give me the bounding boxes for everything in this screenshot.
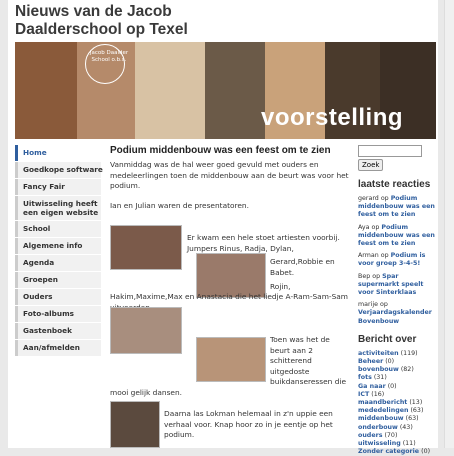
categories-heading: Bericht over	[358, 333, 417, 345]
category-item	[358, 415, 436, 423]
category-link[interactable]: Ga naar	[358, 382, 386, 390]
post-paragraph-4a: Rojin,	[270, 282, 291, 291]
nav-item-home[interactable]: Home	[15, 145, 101, 161]
nav-item-agenda[interactable]: Agenda	[15, 255, 101, 271]
site-title[interactable]	[15, 3, 188, 39]
recent-comment-link[interactable]: Podium middenbouw was een feest om te zien	[358, 195, 435, 219]
category-count: (13)	[409, 399, 423, 407]
recent-comment-op: op	[371, 223, 380, 231]
category-link[interactable]: Zonder categorie	[358, 448, 420, 456]
page	[8, 0, 438, 456]
category-item	[358, 399, 436, 407]
category-count: (11)	[402, 440, 416, 448]
banner-photo-3	[135, 42, 205, 139]
category-item	[358, 366, 436, 374]
category-count: (0)	[385, 358, 395, 366]
nav-item-ouders[interactable]: Ouders	[15, 289, 101, 305]
category-link[interactable]: uitwisseling	[358, 440, 401, 448]
category-count: (43)	[399, 423, 413, 431]
nav-item-algemene-info[interactable]: Algemene info	[15, 238, 101, 254]
post-paragraph-5a: Toen was het de beurt aan 2 schitterend uitgedoste buikdanseressen die	[270, 335, 347, 386]
search-input[interactable]	[358, 145, 422, 157]
category-count: (0)	[387, 382, 397, 390]
post-photo-3[interactable]	[110, 307, 182, 354]
nav-item-gastenboek[interactable]: Gastenboek	[15, 323, 101, 339]
recent-comment-author: Aya	[358, 223, 370, 231]
category-count: (0)	[421, 448, 431, 456]
site-title-line1: Nieuws van de Jacob	[15, 3, 172, 20]
recent-comment-author: marije	[358, 301, 378, 309]
post-title[interactable]: Podium middenbouw was een feest om te zien	[110, 145, 331, 156]
category-link[interactable]: Beheer	[358, 358, 384, 366]
post-paragraph-6: Daarna las Lokman helemaal in z'n uppie een verhaal voor. Knap hoor zo in je eentje op het podium.	[164, 409, 333, 439]
category-link[interactable]: onderbouw	[358, 423, 398, 431]
category-count: (119)	[400, 349, 418, 357]
nav-item-groepen[interactable]: Groepen	[15, 272, 101, 288]
post-paragraph-3a: Er kwam een hele stoet artiesten voorbij. Jumpers Rinus, Radja, Dylan,	[187, 233, 340, 253]
recent-comment-author: Arman	[358, 252, 379, 260]
recent-comment-link[interactable]: Spar supermarkt speelt voor Sinterklaas	[358, 272, 424, 297]
category-item	[358, 350, 436, 358]
category-count: (16)	[371, 390, 385, 398]
category-item	[358, 358, 436, 366]
recent-comment	[358, 224, 436, 249]
category-item	[358, 407, 436, 415]
recent-comment	[358, 301, 436, 326]
category-item	[358, 391, 436, 399]
category-item	[358, 424, 436, 432]
category-link[interactable]: ICT	[358, 390, 370, 398]
category-link[interactable]: ouders	[358, 431, 383, 439]
banner-caption: voorstelling	[261, 104, 404, 131]
category-item	[358, 440, 436, 448]
recent-comment-author: gerard	[358, 195, 379, 202]
category-item	[358, 448, 436, 456]
recent-comment-author: Bep	[358, 272, 371, 280]
banner-photo-4	[205, 42, 265, 139]
category-count: (63)	[405, 415, 419, 423]
post-photo-4[interactable]	[196, 337, 266, 382]
school-logo-text: Jacob Daalder School o.b.s.	[89, 50, 129, 63]
recent-comments-heading: laatste reacties	[358, 179, 431, 190]
nav-item-school[interactable]: School	[15, 221, 101, 237]
category-count: (31)	[373, 374, 387, 382]
nav-item-fancy-fair[interactable]: Fancy Fair	[15, 179, 101, 195]
post-paragraph-3b: Gerard,Robbie en Babet.	[270, 257, 335, 277]
recent-comment-op: op	[380, 195, 389, 202]
recent-comment	[358, 195, 436, 220]
recent-comment-link[interactable]: Podium middenbouw was een feest om te zien	[358, 223, 435, 248]
recent-comment	[358, 252, 436, 268]
search-button[interactable]: Zoek	[358, 159, 383, 171]
post-paragraph-1: Vanmiddag was de hal weer goed gevuld met ouders en medeleerlingen toen de middenbouw aan de beurt was voor het podium.	[110, 160, 349, 190]
category-link[interactable]: bovenbouw	[358, 366, 399, 374]
recent-comment-op: op	[379, 301, 388, 309]
post-photo-5[interactable]	[110, 401, 160, 448]
post-content	[110, 145, 352, 439]
header-banner	[15, 42, 436, 139]
recent-comment-link[interactable]: Verjaardagskalender Bovenbouw	[358, 309, 432, 325]
recent-comment-op: op	[380, 252, 389, 260]
site-title-line2: Daalderschool op Texel	[15, 21, 188, 38]
right-sidebar	[358, 145, 436, 456]
category-link[interactable]: activiteiten	[358, 349, 399, 357]
recent-comment	[358, 273, 436, 298]
post-paragraph-4b: Hakim,Maxime,Max en Anastacia die het liedje A-Ram-Sam-Sam	[110, 292, 348, 301]
category-count: (70)	[384, 431, 398, 439]
nav-item-goedkope-software[interactable]: Goedkope software	[15, 162, 101, 178]
nav-item-aan-afmelden[interactable]: Aan/afmelden	[15, 340, 101, 356]
category-count: (82)	[400, 366, 414, 374]
post-photo-1[interactable]	[110, 225, 182, 270]
post-paragraph-2: Ian en Julian waren de presentatoren.	[110, 200, 249, 210]
recent-comment-link[interactable]: Podium is voor groep 3-4-5!	[358, 252, 426, 268]
category-link[interactable]: fots	[358, 374, 372, 382]
banner-photo-1	[15, 42, 77, 139]
category-item	[358, 374, 436, 382]
category-link[interactable]: maandbericht	[358, 399, 408, 407]
nav-item-uitwisseling[interactable]: Uitwisseling heeft een eigen website	[15, 196, 101, 220]
category-count: (63)	[410, 407, 424, 415]
category-link[interactable]: middenbouw	[358, 415, 404, 423]
window-scrollbar[interactable]	[444, 0, 454, 448]
recent-comment-op: op	[372, 272, 381, 280]
nav-item-foto-albums[interactable]: Foto-albums	[15, 306, 101, 322]
category-link[interactable]: mededelingen	[358, 407, 409, 415]
post-paragraph-5b: mooi gelijk dansen.	[110, 388, 183, 397]
category-item	[358, 432, 436, 440]
sidebar-nav	[15, 145, 101, 357]
category-item	[358, 383, 436, 391]
